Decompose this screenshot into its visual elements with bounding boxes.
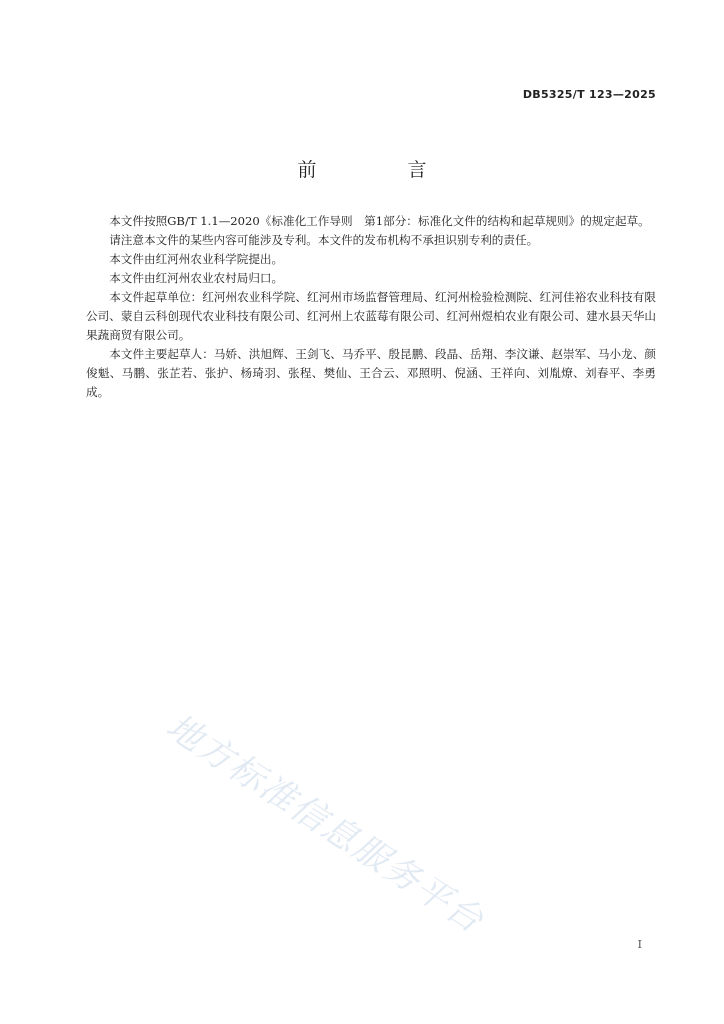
paragraph-drafting-units: 本文件起草单位：红河州农业科学院、红河州市场监督管理局、红河州检验检测院、红河佳裕农业科技有限公司、蒙自云科创现代农业科技有限公司、红河州上农蓝莓有限公司、红河州煜柏农业有限公司、建水县天华山果蔬商贸有限公司。 — [86, 290, 656, 342]
watermark-text: 地方标准信息服务平台 — [158, 706, 491, 942]
page-title: 前 言 — [297, 159, 463, 181]
document-code: DB5325/T 123—2025 — [522, 88, 656, 101]
paragraph-proposer: 本文件由红河州农业科学院提出。 — [109, 252, 284, 266]
page-number: I — [637, 938, 642, 951]
foreword-body — [86, 212, 656, 402]
paragraph-patent-notice: 请注意本文件的某些内容可能涉及专利。本文件的发布机构不承担识别专利的责任。 — [109, 233, 539, 247]
paragraph-drafters: 本文件主要起草人：马娇、洪旭辉、王剑飞、马乔平、殷昆鹏、段晶、岳翔、李汶谦、赵崇军、马小龙、颜俊魁、马鹏、张芷若、张护、杨琦羽、张程、樊仙、王合云、邓照明、倪涵、王祥向、刘胤燎、刘春平、李勇成。 — [86, 347, 656, 399]
paragraph-administration: 本文件由红河州农业农村局归口。 — [109, 271, 284, 285]
paragraph-drafting-rules: 本文件按照GB/T 1.1—2020《标准化工作导则 第1部分：标准化文件的结构和起草规则》的规定起草。 — [109, 214, 650, 228]
